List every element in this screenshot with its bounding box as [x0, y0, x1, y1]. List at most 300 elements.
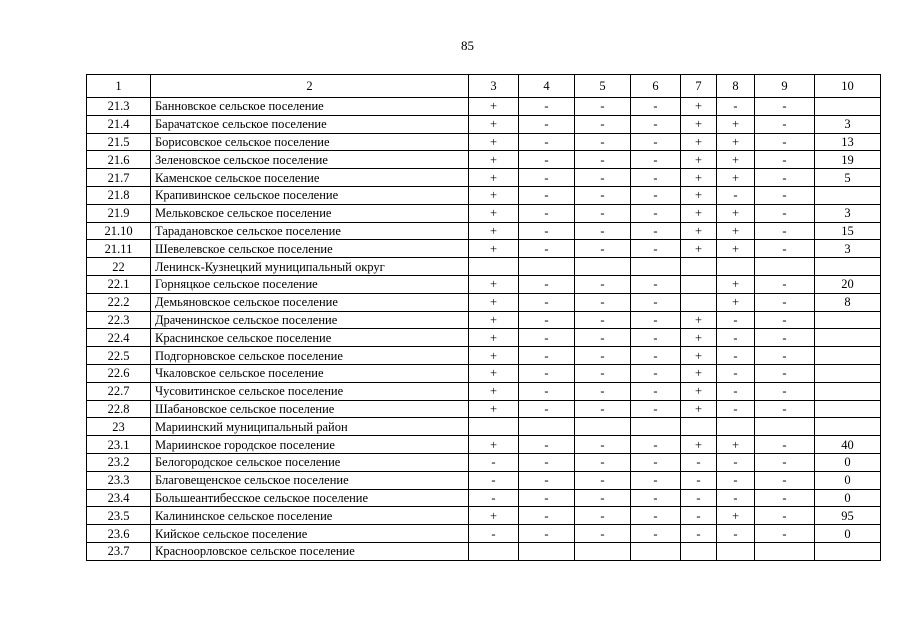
- value-cell: [717, 418, 755, 436]
- value-cell: -: [519, 507, 575, 525]
- value-cell: -: [575, 98, 631, 116]
- value-cell: +: [469, 347, 519, 365]
- value-cell: -: [575, 507, 631, 525]
- value-cell: +: [681, 382, 717, 400]
- value-cell: [681, 542, 717, 560]
- value-cell: -: [717, 347, 755, 365]
- value-cell: -: [717, 364, 755, 382]
- value-cell: -: [469, 489, 519, 507]
- settlement-name-cell: Большеантибесское сельское поселение: [151, 489, 469, 507]
- value-cell: -: [755, 98, 815, 116]
- table-row: [87, 169, 881, 187]
- value-cell: 3: [815, 204, 881, 222]
- value-cell: -: [631, 453, 681, 471]
- value-cell: [519, 258, 575, 276]
- row-number-cell: 23.4: [87, 489, 151, 507]
- table-row: [87, 186, 881, 204]
- value-cell: -: [755, 329, 815, 347]
- value-cell: 5: [815, 169, 881, 187]
- value-cell: +: [681, 204, 717, 222]
- table-row: [87, 489, 881, 507]
- value-cell: -: [717, 98, 755, 116]
- value-cell: -: [755, 204, 815, 222]
- value-cell: -: [575, 151, 631, 169]
- value-cell: -: [575, 453, 631, 471]
- table-row: [87, 364, 881, 382]
- value-cell: -: [575, 329, 631, 347]
- table-row: [87, 507, 881, 525]
- settlement-name-cell: Подгорновское сельское поселение: [151, 347, 469, 365]
- value-cell: [815, 186, 881, 204]
- row-number-cell: 23.7: [87, 542, 151, 560]
- value-cell: -: [575, 311, 631, 329]
- row-number-cell: 22.5: [87, 347, 151, 365]
- value-cell: -: [755, 115, 815, 133]
- value-cell: -: [575, 133, 631, 151]
- settlement-name-cell: Благовещенское сельское поселение: [151, 471, 469, 489]
- value-cell: -: [519, 471, 575, 489]
- row-number-cell: 21.6: [87, 151, 151, 169]
- value-cell: +: [681, 98, 717, 116]
- value-cell: -: [755, 400, 815, 418]
- value-cell: +: [469, 98, 519, 116]
- settlement-name-cell: Демьяновское сельское поселение: [151, 293, 469, 311]
- value-cell: -: [755, 240, 815, 258]
- value-cell: [575, 258, 631, 276]
- column-header: 7: [681, 75, 717, 98]
- value-cell: +: [717, 204, 755, 222]
- value-cell: -: [575, 382, 631, 400]
- value-cell: -: [575, 364, 631, 382]
- value-cell: [815, 382, 881, 400]
- column-header: 8: [717, 75, 755, 98]
- value-cell: -: [755, 489, 815, 507]
- table-row: [87, 98, 881, 116]
- value-cell: -: [681, 507, 717, 525]
- value-cell: +: [717, 293, 755, 311]
- value-cell: [755, 418, 815, 436]
- value-cell: -: [755, 382, 815, 400]
- value-cell: -: [575, 169, 631, 187]
- value-cell: -: [755, 453, 815, 471]
- settlement-name-cell: Зеленовское сельское поселение: [151, 151, 469, 169]
- table-row: [87, 151, 881, 169]
- value-cell: [681, 418, 717, 436]
- value-cell: +: [681, 400, 717, 418]
- value-cell: +: [681, 186, 717, 204]
- row-number-cell: 22.4: [87, 329, 151, 347]
- value-cell: -: [681, 453, 717, 471]
- row-number-cell: 23: [87, 418, 151, 436]
- value-cell: -: [631, 364, 681, 382]
- value-cell: [755, 542, 815, 560]
- row-number-cell: 22: [87, 258, 151, 276]
- value-cell: -: [519, 364, 575, 382]
- value-cell: -: [755, 186, 815, 204]
- settlement-name-cell: Мельковское сельское поселение: [151, 204, 469, 222]
- value-cell: [755, 258, 815, 276]
- value-cell: [681, 275, 717, 293]
- value-cell: +: [681, 133, 717, 151]
- value-cell: +: [717, 115, 755, 133]
- value-cell: +: [469, 400, 519, 418]
- value-cell: [681, 293, 717, 311]
- value-cell: +: [717, 133, 755, 151]
- page-number: 85: [461, 38, 474, 53]
- column-header: 9: [755, 75, 815, 98]
- settlement-name-cell: Мариинское городское поселение: [151, 436, 469, 454]
- row-number-cell: 23.6: [87, 525, 151, 543]
- value-cell: [717, 542, 755, 560]
- value-cell: +: [469, 329, 519, 347]
- row-number-cell: 22.2: [87, 293, 151, 311]
- value-cell: 13: [815, 133, 881, 151]
- value-cell: 0: [815, 471, 881, 489]
- value-cell: 15: [815, 222, 881, 240]
- value-cell: -: [681, 471, 717, 489]
- value-cell: +: [681, 222, 717, 240]
- table-row: [87, 311, 881, 329]
- settlement-name-cell: Краснинское сельское поселение: [151, 329, 469, 347]
- value-cell: [717, 258, 755, 276]
- value-cell: +: [717, 275, 755, 293]
- value-cell: -: [631, 115, 681, 133]
- table-row: [87, 542, 881, 560]
- value-cell: -: [575, 400, 631, 418]
- value-cell: -: [519, 400, 575, 418]
- value-cell: -: [519, 293, 575, 311]
- value-cell: -: [519, 347, 575, 365]
- value-cell: [469, 542, 519, 560]
- value-cell: +: [681, 311, 717, 329]
- value-cell: -: [519, 436, 575, 454]
- settlement-name-cell: Чкаловское сельское поселение: [151, 364, 469, 382]
- value-cell: 19: [815, 151, 881, 169]
- value-cell: -: [469, 525, 519, 543]
- value-cell: +: [681, 169, 717, 187]
- settlement-name-cell: Чусовитинское сельское поселение: [151, 382, 469, 400]
- row-number-cell: 21.5: [87, 133, 151, 151]
- value-cell: -: [755, 151, 815, 169]
- value-cell: [519, 542, 575, 560]
- table-row: [87, 453, 881, 471]
- settlement-name-cell: Борисовское сельское поселение: [151, 133, 469, 151]
- value-cell: -: [575, 436, 631, 454]
- settlement-name-cell: Мариинский муниципальный район: [151, 418, 469, 436]
- value-cell: -: [519, 186, 575, 204]
- value-cell: +: [681, 151, 717, 169]
- value-cell: -: [519, 240, 575, 258]
- value-cell: -: [631, 293, 681, 311]
- value-cell: -: [575, 222, 631, 240]
- value-cell: -: [519, 311, 575, 329]
- value-cell: +: [717, 169, 755, 187]
- value-cell: [815, 400, 881, 418]
- table-row: [87, 400, 881, 418]
- value-cell: +: [717, 222, 755, 240]
- value-cell: -: [631, 240, 681, 258]
- row-number-cell: 22.3: [87, 311, 151, 329]
- value-cell: -: [631, 275, 681, 293]
- row-number-cell: 23.1: [87, 436, 151, 454]
- value-cell: -: [631, 507, 681, 525]
- value-cell: [631, 418, 681, 436]
- settlement-name-cell: Тарадановское сельское поселение: [151, 222, 469, 240]
- value-cell: +: [469, 204, 519, 222]
- table-row: [87, 240, 881, 258]
- value-cell: +: [469, 240, 519, 258]
- value-cell: -: [717, 453, 755, 471]
- settlement-name-cell: Кийское сельское поселение: [151, 525, 469, 543]
- value-cell: 3: [815, 240, 881, 258]
- value-cell: -: [575, 489, 631, 507]
- table-row: [87, 418, 881, 436]
- value-cell: -: [755, 507, 815, 525]
- value-cell: -: [631, 204, 681, 222]
- row-number-cell: 21.7: [87, 169, 151, 187]
- value-cell: +: [681, 364, 717, 382]
- value-cell: -: [631, 382, 681, 400]
- value-cell: 0: [815, 489, 881, 507]
- table-row: [87, 525, 881, 543]
- row-number-cell: 21.3: [87, 98, 151, 116]
- table-row: [87, 204, 881, 222]
- table-row: [87, 293, 881, 311]
- value-cell: -: [755, 133, 815, 151]
- value-cell: -: [681, 489, 717, 507]
- settlement-name-cell: Барачатское сельское поселение: [151, 115, 469, 133]
- value-cell: -: [631, 222, 681, 240]
- value-cell: 8: [815, 293, 881, 311]
- value-cell: 0: [815, 525, 881, 543]
- value-cell: 40: [815, 436, 881, 454]
- settlement-name-cell: Банновское сельское поселение: [151, 98, 469, 116]
- value-cell: -: [469, 453, 519, 471]
- value-cell: -: [717, 329, 755, 347]
- value-cell: [815, 98, 881, 116]
- value-cell: -: [631, 151, 681, 169]
- value-cell: -: [717, 400, 755, 418]
- value-cell: -: [575, 115, 631, 133]
- table-row: [87, 222, 881, 240]
- value-cell: [469, 418, 519, 436]
- value-cell: [815, 258, 881, 276]
- value-cell: -: [519, 329, 575, 347]
- value-cell: +: [469, 169, 519, 187]
- value-cell: -: [755, 364, 815, 382]
- value-cell: -: [519, 489, 575, 507]
- value-cell: +: [681, 240, 717, 258]
- row-number-cell: 22.7: [87, 382, 151, 400]
- value-cell: -: [519, 222, 575, 240]
- value-cell: -: [575, 471, 631, 489]
- value-cell: [519, 418, 575, 436]
- value-cell: -: [575, 347, 631, 365]
- value-cell: -: [755, 311, 815, 329]
- value-cell: +: [469, 151, 519, 169]
- value-cell: -: [755, 347, 815, 365]
- value-cell: -: [631, 489, 681, 507]
- value-cell: 20: [815, 275, 881, 293]
- value-cell: -: [631, 311, 681, 329]
- value-cell: -: [631, 133, 681, 151]
- table-row: [87, 275, 881, 293]
- table-row: [87, 347, 881, 365]
- table-row: [87, 382, 881, 400]
- value-cell: +: [717, 436, 755, 454]
- value-cell: -: [519, 169, 575, 187]
- settlement-name-cell: Горняцкое сельское поселение: [151, 275, 469, 293]
- value-cell: -: [755, 275, 815, 293]
- value-cell: [815, 418, 881, 436]
- value-cell: +: [681, 347, 717, 365]
- value-cell: -: [717, 525, 755, 543]
- value-cell: +: [681, 115, 717, 133]
- value-cell: -: [631, 400, 681, 418]
- value-cell: +: [469, 222, 519, 240]
- value-cell: -: [575, 293, 631, 311]
- row-number-cell: 21.10: [87, 222, 151, 240]
- row-number-cell: 23.3: [87, 471, 151, 489]
- value-cell: [815, 347, 881, 365]
- value-cell: -: [469, 471, 519, 489]
- row-number-cell: 21.9: [87, 204, 151, 222]
- value-cell: -: [717, 311, 755, 329]
- value-cell: -: [717, 489, 755, 507]
- value-cell: +: [681, 329, 717, 347]
- data-table: [86, 74, 881, 561]
- value-cell: -: [755, 525, 815, 543]
- value-cell: -: [631, 525, 681, 543]
- table-row: [87, 258, 881, 276]
- row-number-cell: 23.2: [87, 453, 151, 471]
- settlement-name-cell: Ленинск-Кузнецкий муниципальный округ: [151, 258, 469, 276]
- value-cell: [631, 258, 681, 276]
- value-cell: +: [681, 436, 717, 454]
- value-cell: -: [755, 436, 815, 454]
- value-cell: -: [755, 222, 815, 240]
- column-header: 3: [469, 75, 519, 98]
- value-cell: -: [717, 186, 755, 204]
- row-number-cell: 22.1: [87, 275, 151, 293]
- settlement-name-cell: Крапивинское сельское поселение: [151, 186, 469, 204]
- value-cell: [815, 364, 881, 382]
- value-cell: +: [469, 382, 519, 400]
- header-row: [87, 75, 881, 98]
- value-cell: +: [469, 293, 519, 311]
- value-cell: -: [575, 525, 631, 543]
- value-cell: +: [469, 436, 519, 454]
- settlement-name-cell: Каменское сельское поселение: [151, 169, 469, 187]
- value-cell: +: [717, 240, 755, 258]
- value-cell: -: [519, 115, 575, 133]
- value-cell: -: [519, 151, 575, 169]
- value-cell: [469, 258, 519, 276]
- column-header: 10: [815, 75, 881, 98]
- column-header: 1: [87, 75, 151, 98]
- value-cell: -: [575, 240, 631, 258]
- row-number-cell: 23.5: [87, 507, 151, 525]
- value-cell: 0: [815, 453, 881, 471]
- column-header: 2: [151, 75, 469, 98]
- settlement-name-cell: Шевелевское сельское поселение: [151, 240, 469, 258]
- row-number-cell: 22.8: [87, 400, 151, 418]
- value-cell: -: [717, 382, 755, 400]
- column-header: 6: [631, 75, 681, 98]
- value-cell: -: [631, 186, 681, 204]
- table-row: [87, 471, 881, 489]
- value-cell: [815, 542, 881, 560]
- value-cell: -: [519, 525, 575, 543]
- value-cell: 3: [815, 115, 881, 133]
- value-cell: -: [755, 169, 815, 187]
- value-cell: -: [519, 133, 575, 151]
- settlement-name-cell: Драченинское сельское поселение: [151, 311, 469, 329]
- value-cell: -: [519, 98, 575, 116]
- value-cell: [575, 542, 631, 560]
- value-cell: -: [631, 471, 681, 489]
- value-cell: +: [469, 311, 519, 329]
- value-cell: -: [519, 382, 575, 400]
- value-cell: +: [469, 133, 519, 151]
- value-cell: -: [681, 525, 717, 543]
- table-row: [87, 115, 881, 133]
- value-cell: -: [575, 186, 631, 204]
- value-cell: +: [469, 364, 519, 382]
- settlement-name-cell: Красноорловское сельское поселение: [151, 542, 469, 560]
- table-row: [87, 436, 881, 454]
- settlement-name-cell: Калининское сельское поселение: [151, 507, 469, 525]
- value-cell: -: [631, 169, 681, 187]
- table-row: [87, 329, 881, 347]
- value-cell: -: [519, 275, 575, 293]
- value-cell: -: [631, 329, 681, 347]
- row-number-cell: 21.8: [87, 186, 151, 204]
- value-cell: -: [519, 453, 575, 471]
- value-cell: +: [469, 115, 519, 133]
- value-cell: [815, 329, 881, 347]
- value-cell: [815, 311, 881, 329]
- value-cell: -: [575, 275, 631, 293]
- row-number-cell: 21.4: [87, 115, 151, 133]
- column-header: 4: [519, 75, 575, 98]
- value-cell: [575, 418, 631, 436]
- value-cell: +: [469, 186, 519, 204]
- value-cell: 95: [815, 507, 881, 525]
- value-cell: +: [469, 275, 519, 293]
- row-number-cell: 21.11: [87, 240, 151, 258]
- value-cell: -: [755, 293, 815, 311]
- settlement-name-cell: Белогородское сельское поселение: [151, 453, 469, 471]
- column-header: 5: [575, 75, 631, 98]
- row-number-cell: 22.6: [87, 364, 151, 382]
- value-cell: +: [717, 151, 755, 169]
- table-row: [87, 133, 881, 151]
- value-cell: -: [717, 471, 755, 489]
- value-cell: -: [519, 204, 575, 222]
- value-cell: -: [575, 204, 631, 222]
- value-cell: [631, 542, 681, 560]
- value-cell: -: [631, 98, 681, 116]
- value-cell: +: [469, 507, 519, 525]
- value-cell: +: [717, 507, 755, 525]
- value-cell: -: [631, 347, 681, 365]
- settlement-name-cell: Шабановское сельское поселение: [151, 400, 469, 418]
- value-cell: [681, 258, 717, 276]
- table-body: [87, 98, 881, 561]
- value-cell: -: [755, 471, 815, 489]
- value-cell: -: [631, 436, 681, 454]
